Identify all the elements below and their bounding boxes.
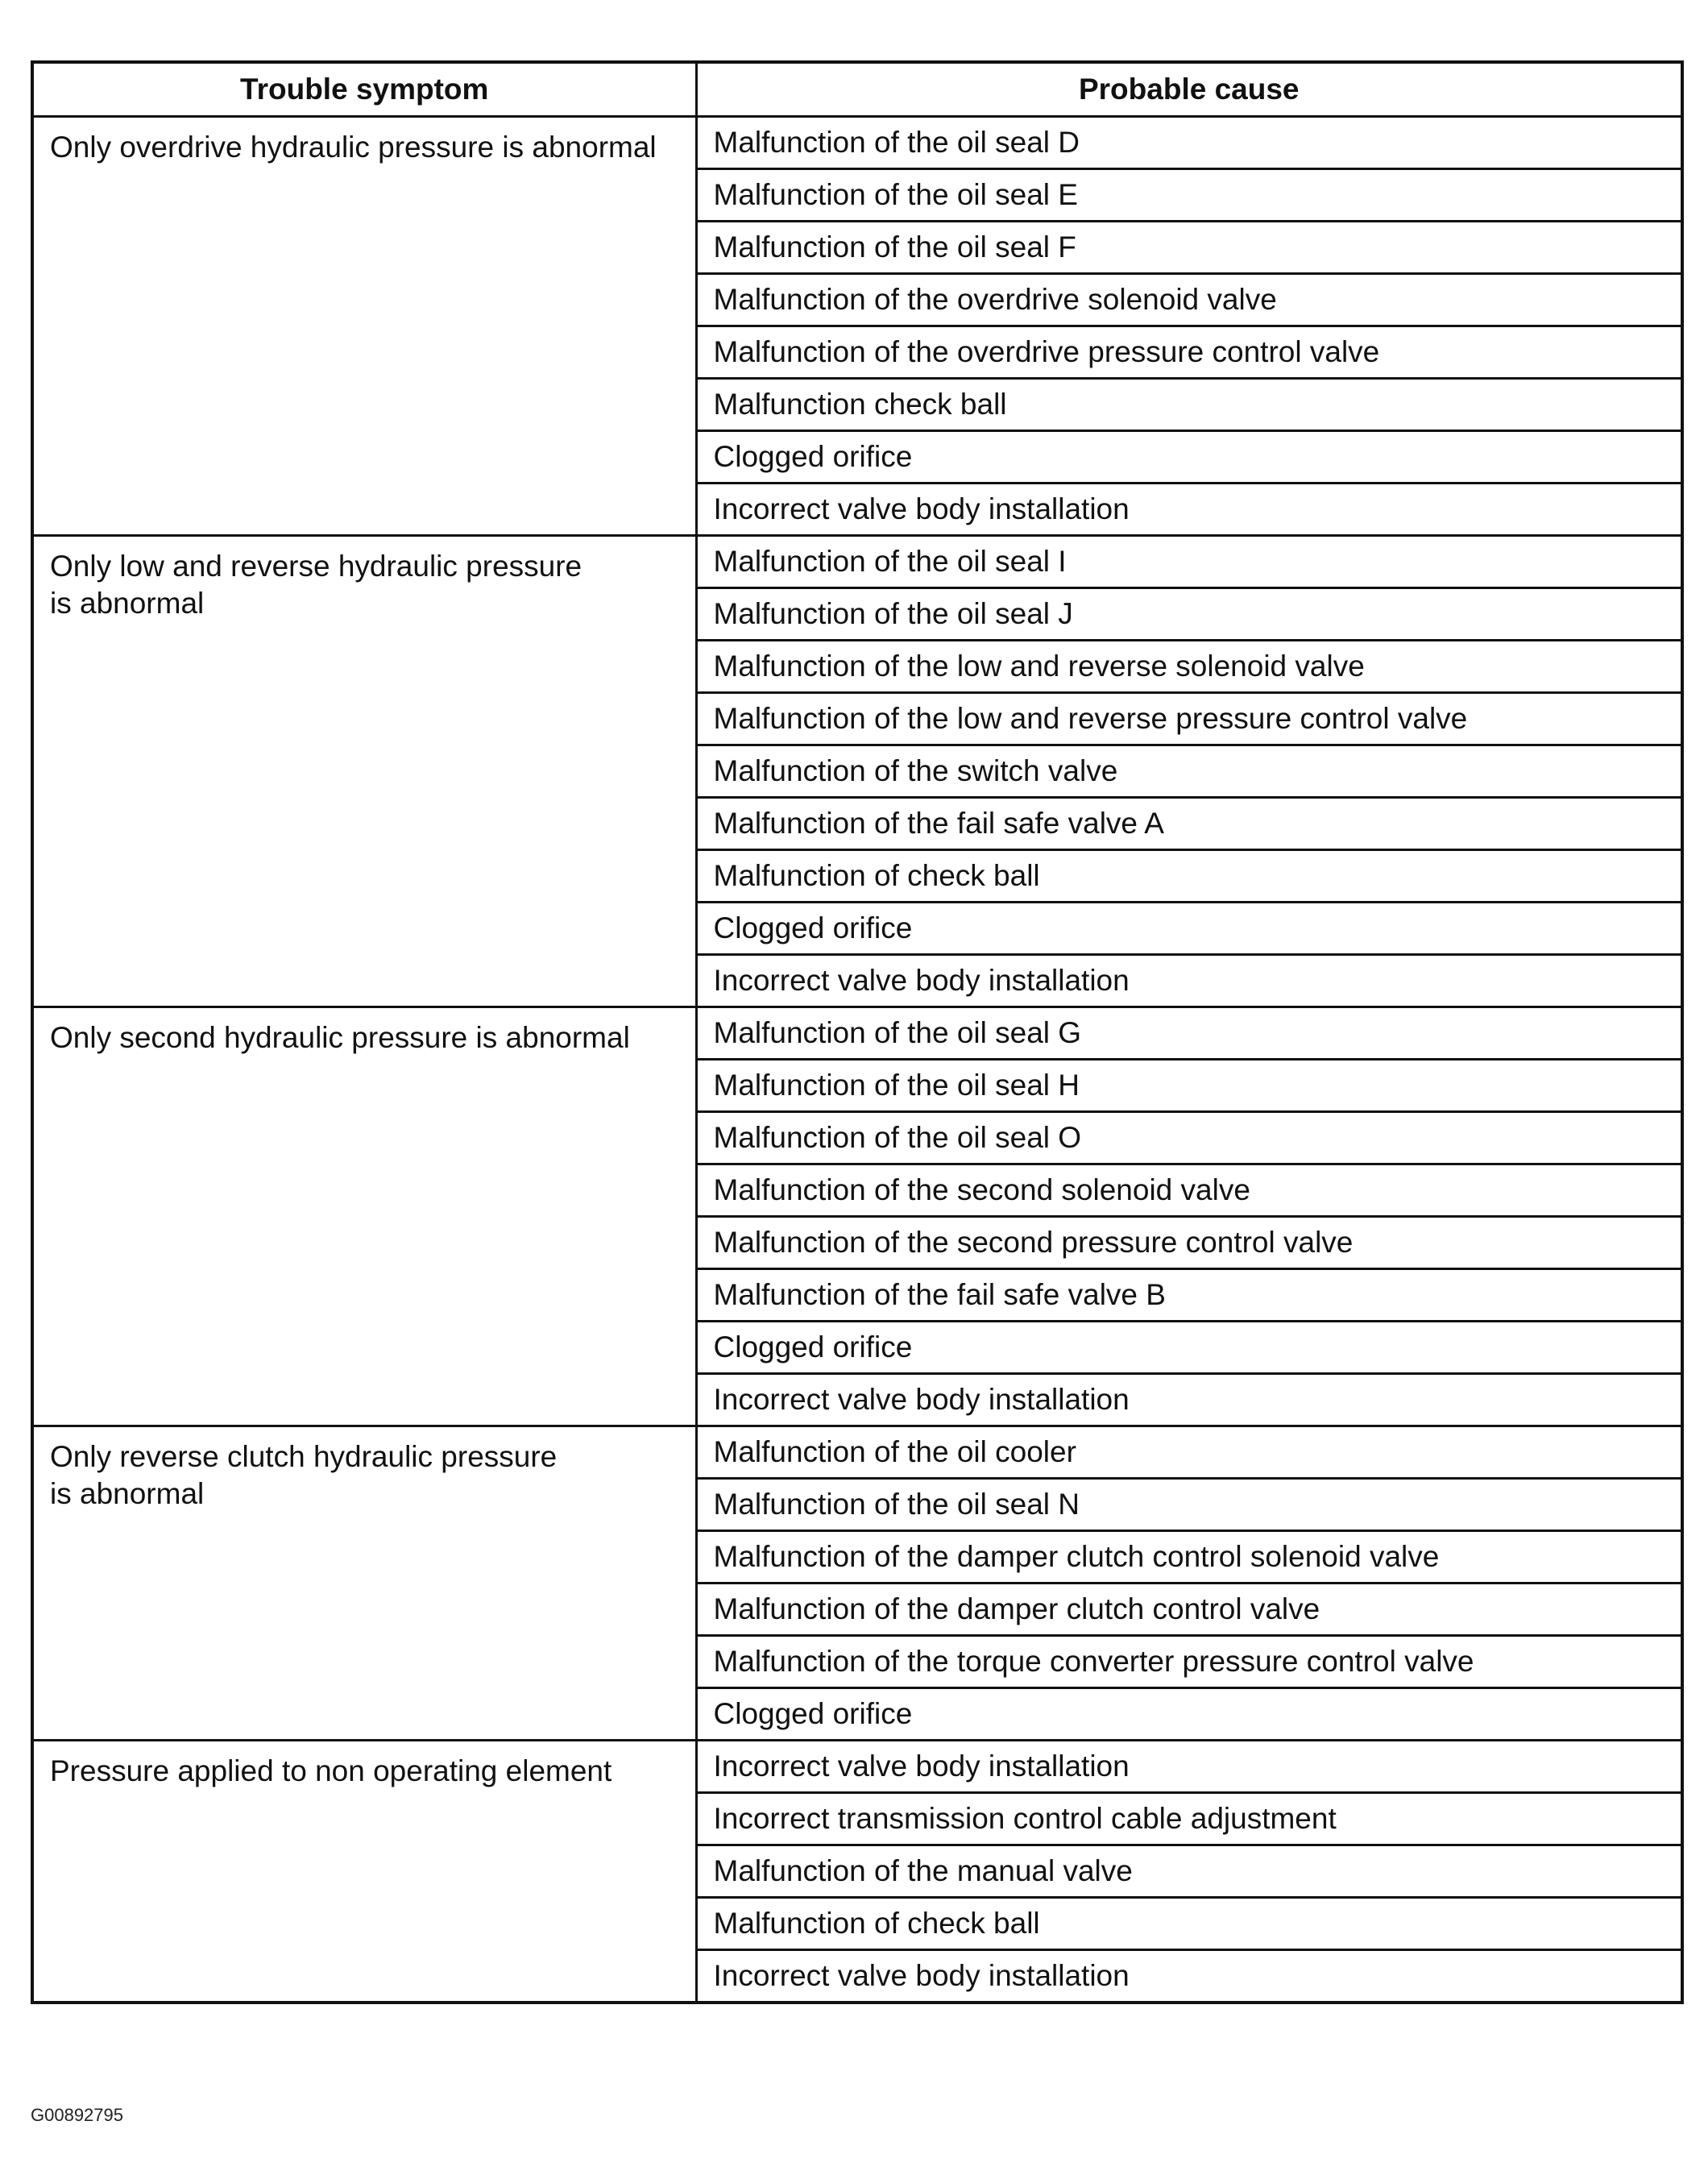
probable-cause-cell: Malfunction check ball xyxy=(696,379,1682,431)
probable-cause-cell: Malfunction of the fail safe valve A xyxy=(696,798,1682,850)
header-row xyxy=(32,62,1682,117)
probable-cause-cell: Malfunction of the oil seal J xyxy=(696,588,1682,641)
probable-cause-cell: Incorrect valve body installation xyxy=(696,1950,1682,2003)
probable-cause-cell: Clogged orifice xyxy=(696,1688,1682,1741)
probable-cause-cell: Malfunction of the second pressure control valve xyxy=(696,1217,1682,1269)
probable-cause-cell: Incorrect valve body installation xyxy=(696,1374,1682,1426)
trouble-symptom-cell: Pressure applied to non operating element xyxy=(32,1741,696,2003)
probable-cause-cell: Malfunction of the torque converter pressure control valve xyxy=(696,1636,1682,1688)
probable-cause-cell: Malfunction of the oil seal G xyxy=(696,1007,1682,1060)
probable-cause-cell: Malfunction of the overdrive pressure control valve xyxy=(696,326,1682,379)
probable-cause-cell: Malfunction of the manual valve xyxy=(696,1845,1682,1898)
probable-cause-cell: Incorrect valve body installation xyxy=(696,484,1682,536)
probable-cause-cell: Malfunction of the low and reverse pressure control valve xyxy=(696,693,1682,745)
trouble-symptom-cell: Only reverse clutch hydraulic pressure is abnormal xyxy=(32,1426,696,1741)
probable-cause-cell: Malfunction of the oil cooler xyxy=(696,1426,1682,1479)
probable-cause-cell: Malfunction of the damper clutch control solenoid valve xyxy=(696,1531,1682,1584)
probable-cause-cell: Malfunction of check ball xyxy=(696,1898,1682,1950)
probable-cause-cell: Malfunction of the second solenoid valve xyxy=(696,1164,1682,1217)
probable-cause-cell: Malfunction of the oil seal E xyxy=(696,169,1682,222)
probable-cause-cell: Malfunction of check ball xyxy=(696,850,1682,903)
probable-cause-cell: Clogged orifice xyxy=(696,431,1682,484)
probable-cause-cell: Clogged orifice xyxy=(696,903,1682,955)
probable-cause-cell: Incorrect transmission control cable adjustment xyxy=(696,1793,1682,1845)
trouble-symptom-cell: Only second hydraulic pressure is abnormal xyxy=(32,1007,696,1426)
table-body xyxy=(32,117,1682,2003)
probable-cause-cell: Malfunction of the low and reverse solenoid valve xyxy=(696,641,1682,693)
probable-cause-cell: Malfunction of the oil seal O xyxy=(696,1112,1682,1164)
table-row xyxy=(32,536,1682,588)
troubleshooting-table xyxy=(31,60,1684,2004)
table-row xyxy=(32,1426,1682,1479)
header-trouble-symptom: Trouble symptom xyxy=(32,62,696,117)
probable-cause-cell: Malfunction of the overdrive solenoid valve xyxy=(696,274,1682,326)
probable-cause-cell: Incorrect valve body installation xyxy=(696,955,1682,1007)
figure-code: G00892795 xyxy=(31,2105,123,2125)
trouble-symptom-cell: Only overdrive hydraulic pressure is abnormal xyxy=(32,117,696,536)
probable-cause-cell: Malfunction of the oil seal H xyxy=(696,1060,1682,1112)
table-row xyxy=(32,1007,1682,1060)
probable-cause-cell: Malfunction of the switch valve xyxy=(696,745,1682,798)
header-probable-cause: Probable cause xyxy=(696,62,1682,117)
probable-cause-cell: Malfunction of the damper clutch control valve xyxy=(696,1584,1682,1636)
probable-cause-cell: Malfunction of the oil seal I xyxy=(696,536,1682,588)
probable-cause-cell: Malfunction of the oil seal F xyxy=(696,222,1682,274)
table-row xyxy=(32,1741,1682,1793)
probable-cause-cell: Incorrect valve body installation xyxy=(696,1741,1682,1793)
probable-cause-cell: Malfunction of the fail safe valve B xyxy=(696,1269,1682,1322)
probable-cause-cell: Clogged orifice xyxy=(696,1322,1682,1374)
table-row xyxy=(32,117,1682,169)
trouble-symptom-cell: Only low and reverse hydraulic pressure is abnormal xyxy=(32,536,696,1007)
probable-cause-cell: Malfunction of the oil seal N xyxy=(696,1479,1682,1531)
probable-cause-cell: Malfunction of the oil seal D xyxy=(696,117,1682,169)
